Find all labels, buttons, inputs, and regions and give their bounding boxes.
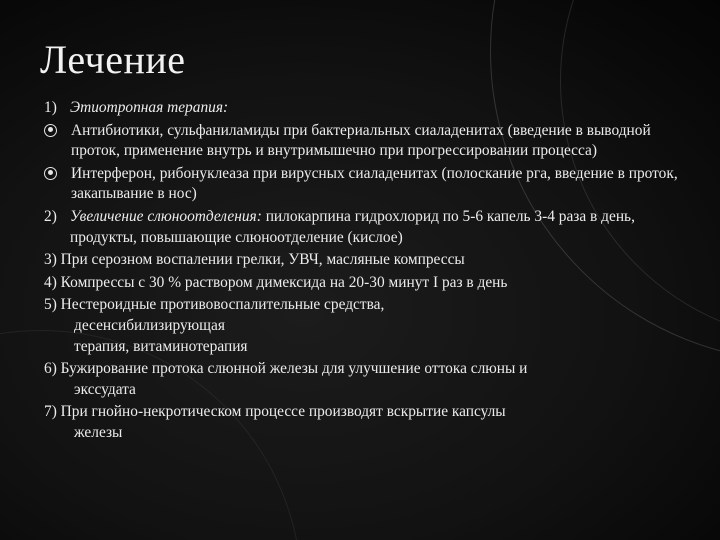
bullet-icon: [44, 164, 71, 205]
list-item: [44, 359, 684, 400]
item-number: 1): [44, 99, 57, 116]
item-continuation: экссудата: [74, 380, 136, 398]
item-first-line: 5) Нестероидные противовоспалительные средства,: [44, 296, 385, 314]
bullet-icon: [44, 121, 71, 162]
list-item: 3) При серозном воспалении грелки, УВЧ, масляные компрессы: [44, 251, 465, 269]
item-heading: Увеличение слюноотделения:: [70, 207, 262, 225]
slide-body: [44, 98, 684, 446]
list-item: [44, 98, 684, 119]
list-item: [44, 207, 684, 248]
item-text: Антибиотики, сульфаниламиды при бактериальных сиаладенитах (введение в выводной проток, применение внутрь и внутримышечно при прогрессировании процесса): [71, 121, 651, 160]
item-continuation: железы: [74, 423, 123, 441]
item-first-line: 7) При гнойно-некротическом процессе производят вскрытие капсулы: [44, 403, 506, 421]
list-item: [44, 402, 684, 443]
list-item: [44, 121, 684, 162]
item-first-line: 6) Бужирование протока слюнной железы для улучшение оттока слюны и: [44, 360, 528, 378]
item-number: 2): [44, 207, 57, 225]
list-item: 4) Компрессы с 30 % раствором димексида на 20-30 минут I раз в день: [44, 273, 508, 291]
item-text: [70, 98, 684, 119]
item-body: пилокарпина гидрохлорид по 5-6 капель 3-4 раза в день, продукты, повышающие слюноотделение (кислое): [70, 207, 635, 246]
list-item: [44, 295, 684, 357]
item-continuation: терапия, витаминотерапия: [74, 337, 248, 355]
slide-title: Лечение: [40, 37, 186, 82]
item-text: Интерферон, рибонуклеаза при вирусных сиаладенитах (полоскание рга, введение в проток, закапывание в нос): [71, 164, 678, 203]
item-continuation: десенсибилизирующая: [74, 316, 225, 334]
item-text: [70, 207, 684, 248]
item-heading: Этиотропная терапия:: [70, 99, 229, 116]
list-item: [44, 164, 684, 205]
